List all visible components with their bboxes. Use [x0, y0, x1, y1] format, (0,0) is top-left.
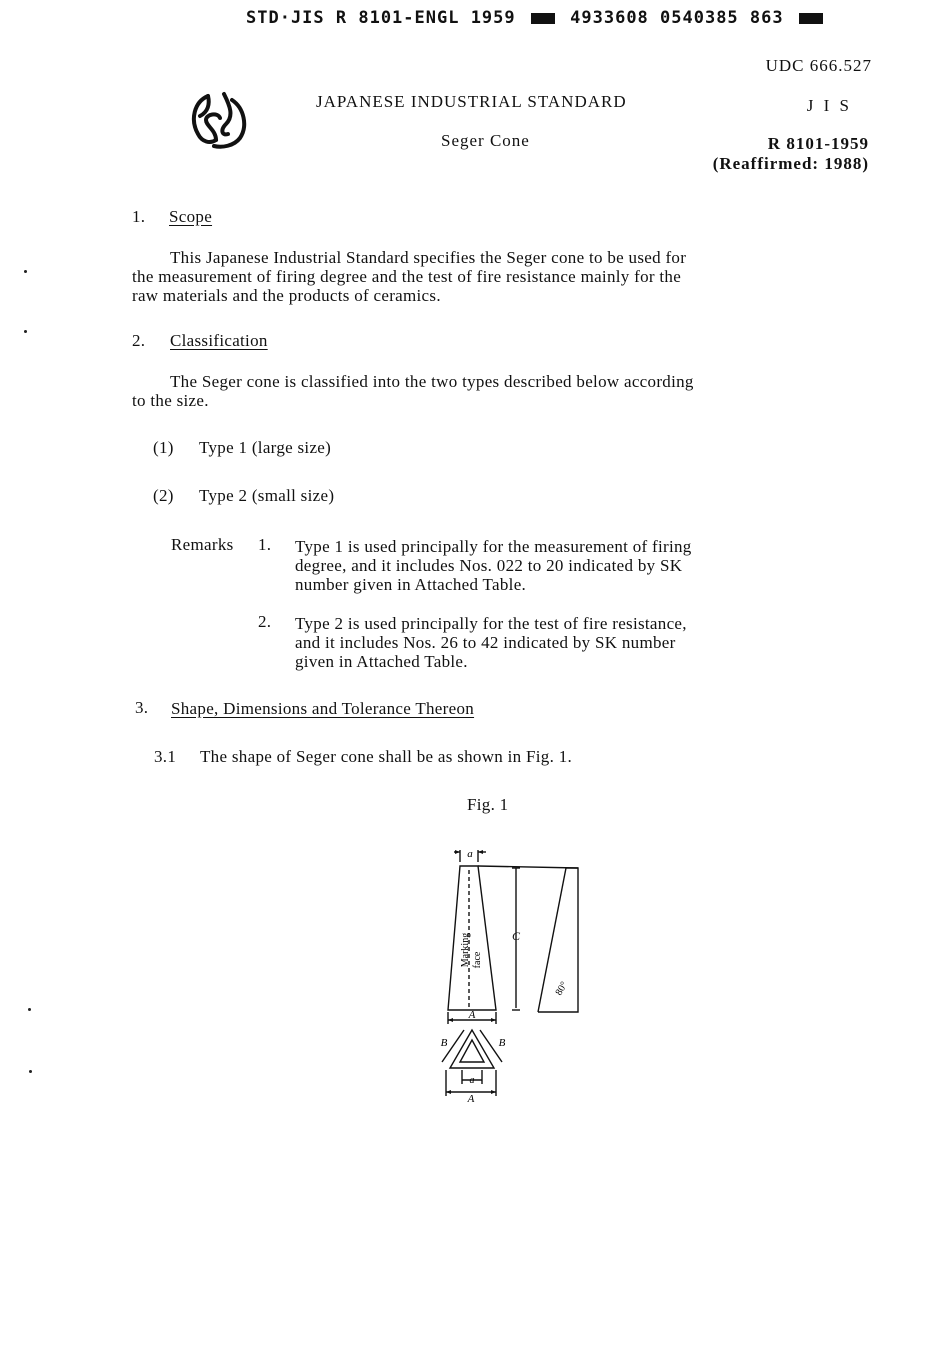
scan-speck [24, 270, 27, 273]
jis-label: J I S [806, 96, 852, 115]
type-2-number: (2) [153, 486, 174, 505]
section-1-line: the measurement of firing degree and the test of fire resistance mainly for the [132, 267, 682, 286]
section-2-number: 2. [132, 331, 146, 350]
remark-2-number: 2. [258, 612, 272, 631]
dim-b-right-label: B [498, 1037, 506, 1049]
type-2-text: Type 2 (small size) [199, 486, 335, 505]
section-2-line: The Seger cone is classified into the two types described below according [170, 372, 694, 391]
section-3-title: Shape, Dimensions and Tolerance Thereon [171, 699, 475, 718]
subsection-3-1-text: The shape of Seger cone shall be as shown in Fig. 1. [200, 747, 573, 766]
subsection-3-1-number: 3.1 [154, 747, 177, 766]
dim-a-bottom-total-label: A [467, 1093, 475, 1105]
scan-speck [24, 330, 27, 333]
jis-logo-icon [186, 86, 254, 154]
marking-label: Marking [460, 932, 471, 968]
remark-2-line: Type 2 is used principally for the test of fire resistance, [295, 614, 687, 633]
document-code: STD·JIS R 8101-ENGL 1959 [246, 8, 516, 28]
dim-a-bottom-label: a [469, 1075, 475, 1086]
udc-code: UDC 666.527 [765, 56, 872, 75]
remark-1-number: 1. [258, 535, 272, 554]
remark-1-line: number given in Attached Table. [295, 575, 527, 594]
dim-a-label: A [468, 1009, 476, 1021]
remarks-label: Remarks [171, 535, 234, 554]
section-2-title: Classification [170, 331, 268, 350]
seger-cone-figure [420, 840, 595, 1105]
remark-1-line: Type 1 is used principally for the measurement of firing [295, 537, 692, 556]
section-3-number: 3. [135, 698, 149, 717]
section-2-line: to the size. [132, 391, 209, 410]
section-1-number: 1. [132, 207, 146, 226]
dim-a-top-label: a [467, 848, 473, 860]
section-1-title: Scope [169, 207, 213, 226]
document-serial: 4933608 0540385 863 [570, 8, 784, 28]
type-1-number: (1) [153, 438, 174, 457]
dim-c-label: C [511, 929, 521, 943]
face-label: face [472, 951, 483, 969]
reaffirmed-date: (Reaffirmed: 1988) [712, 154, 869, 173]
standard-title: JAPANESE INDUSTRIAL STANDARD [316, 92, 627, 111]
document-id-line [246, 8, 827, 28]
type-1-text: Type 1 (large size) [199, 438, 332, 457]
section-1-line: This Japanese Industrial Standard specifies the Seger cone to be used for [170, 248, 687, 267]
dim-b-left-label: B [440, 1037, 448, 1049]
remark-2-line: and it includes Nos. 26 to 42 indicated by SK number [295, 633, 676, 652]
block-mark [799, 13, 823, 24]
scan-speck [29, 1070, 32, 1073]
standard-number: R 8101-1959 [767, 134, 869, 153]
remark-1-line: degree, and it includes Nos. 022 to 20 indicated by SK [295, 556, 683, 575]
scan-speck [28, 1008, 31, 1011]
subject-title: Seger Cone [441, 131, 530, 150]
remark-2-line: given in Attached Table. [295, 652, 468, 671]
block-mark [531, 13, 555, 24]
figure-caption: Fig. 1 [467, 795, 509, 814]
section-1-line: raw materials and the products of ceramics. [132, 286, 441, 305]
angle-label: 80° [553, 979, 571, 998]
